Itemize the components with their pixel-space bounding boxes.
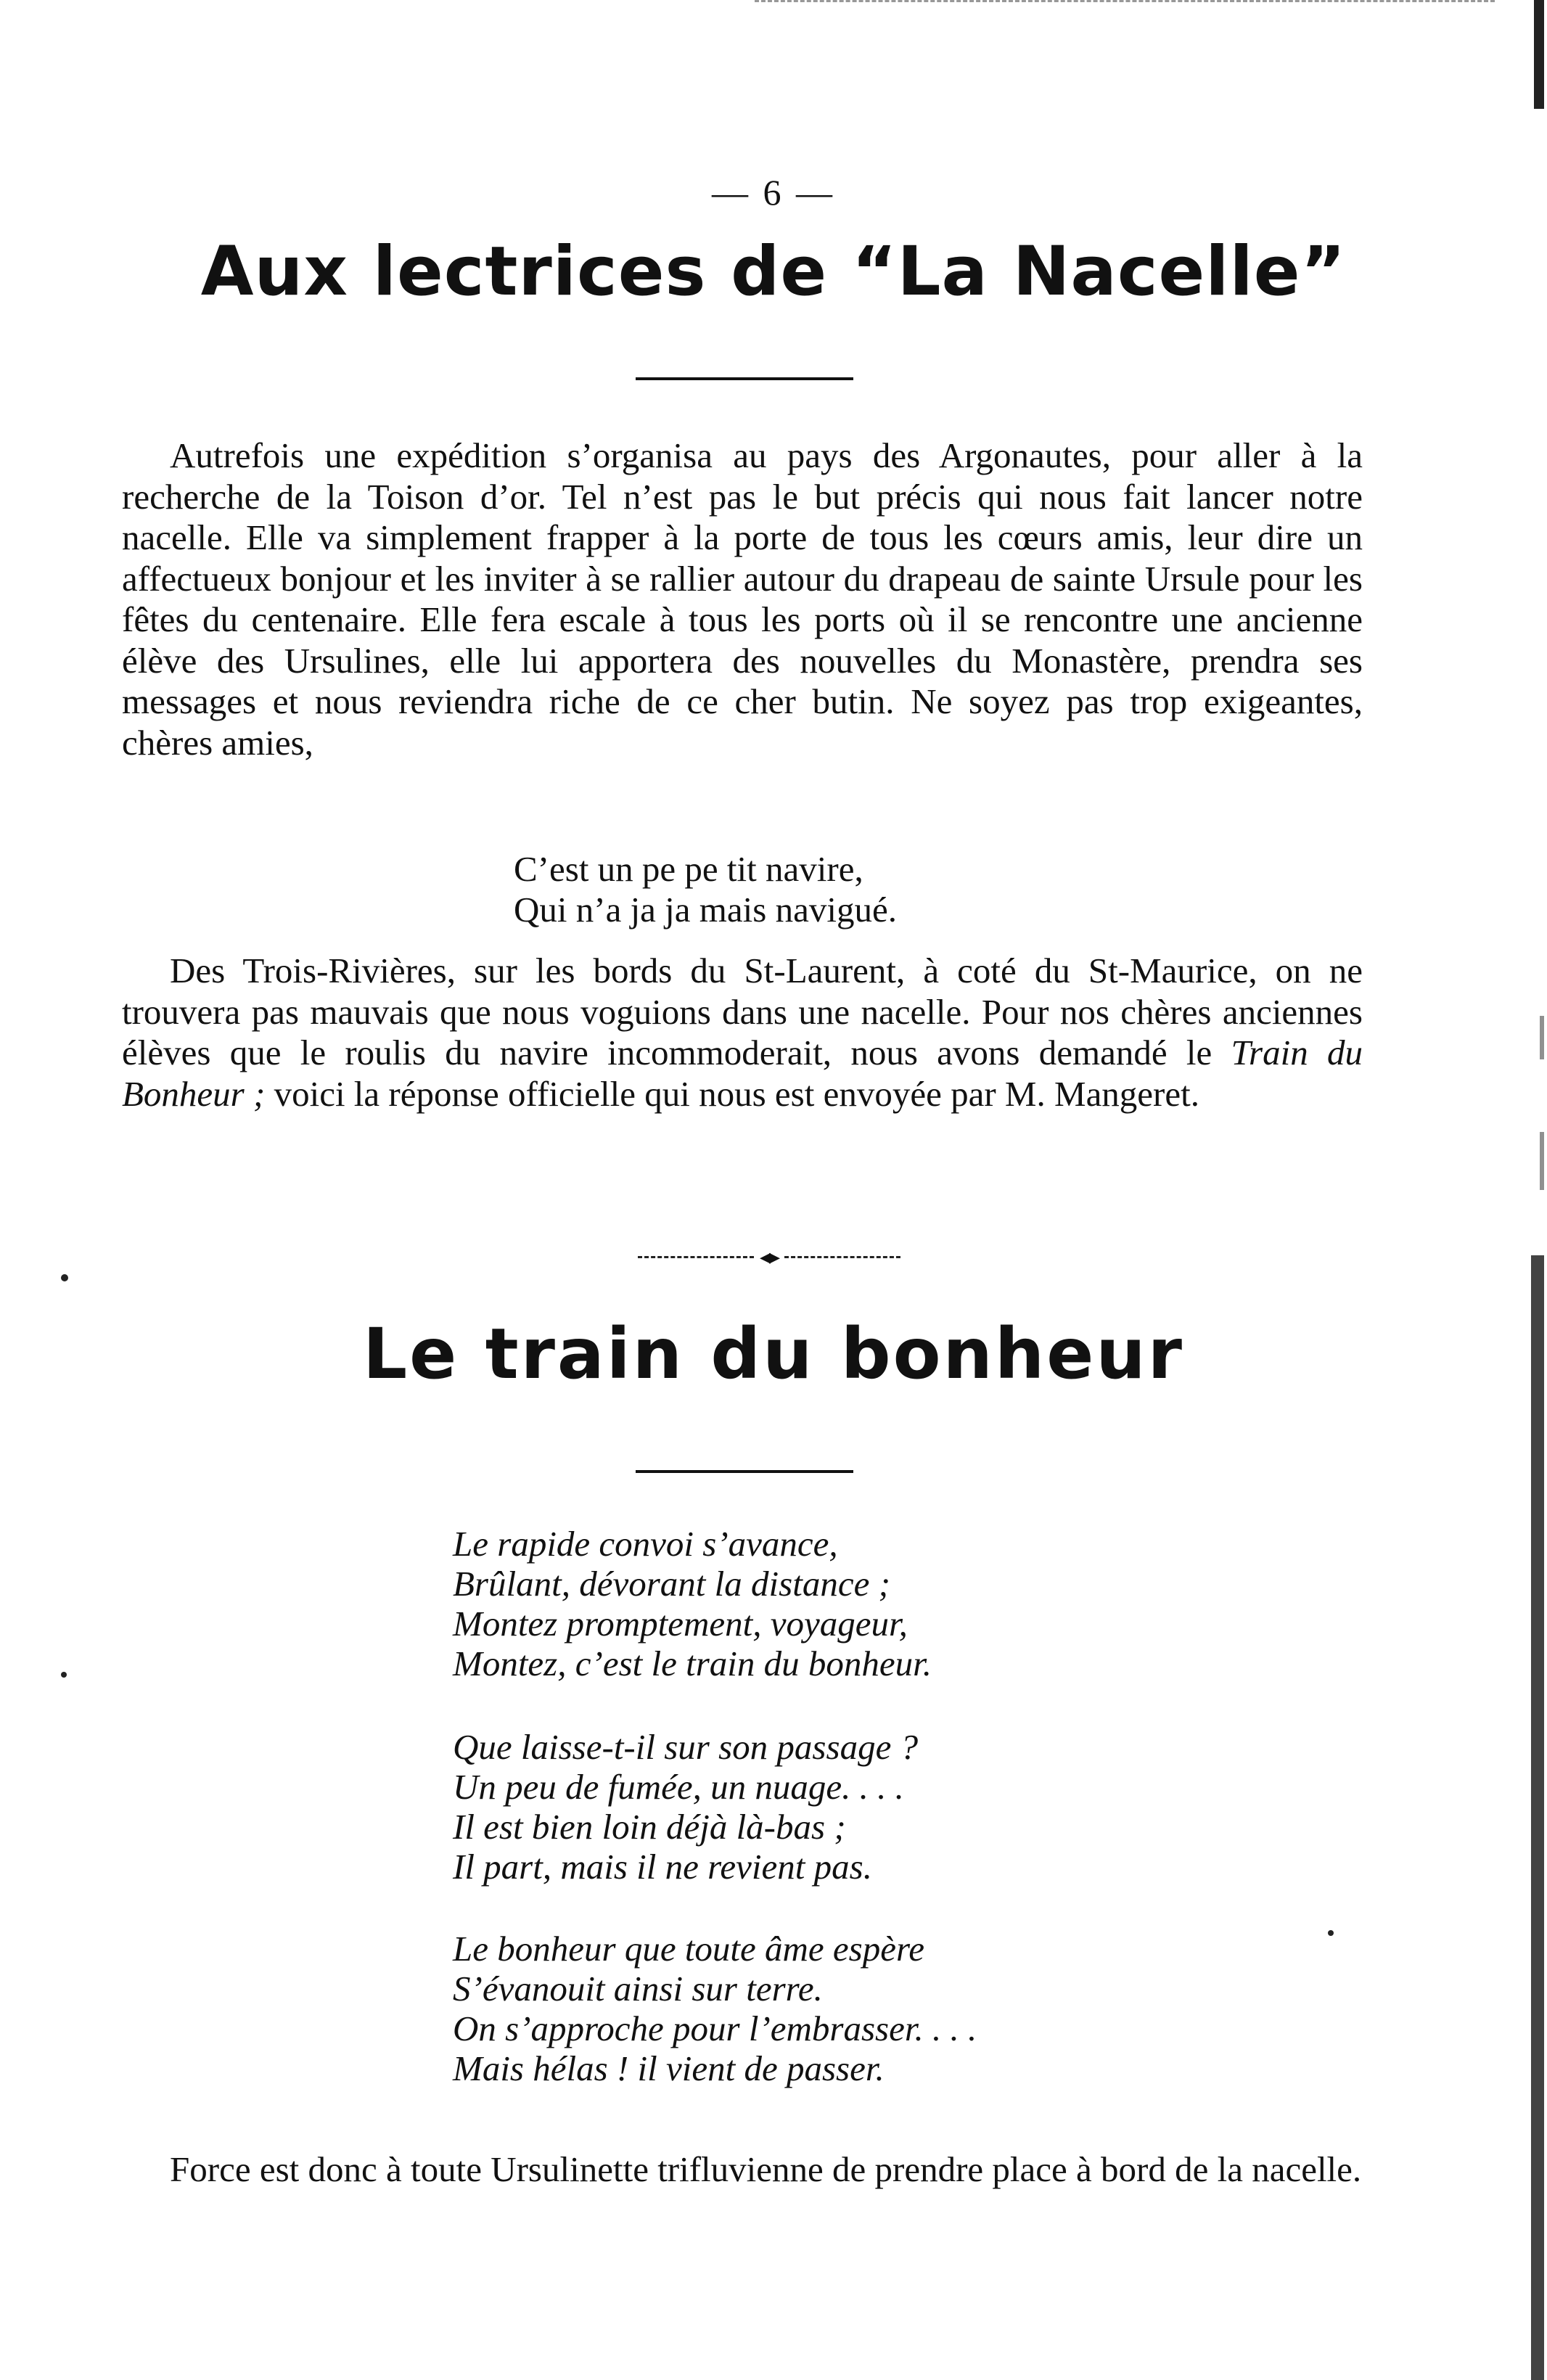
- paragraph-text: [122, 951, 1363, 1115]
- verse-line: Le rapide convoi s’avance,: [453, 1524, 838, 1564]
- poem-stanza: [453, 1524, 932, 1683]
- ornament-glyph: ◂▸: [759, 1244, 779, 1270]
- quote-line: C’est un pe pe tit navire,: [514, 849, 863, 889]
- ornament-line: [784, 1256, 900, 1258]
- song-quote: [514, 849, 897, 930]
- title-rule: [636, 377, 853, 380]
- verse-line: Un peu de fumée, un nuage. . . .: [453, 1767, 904, 1807]
- paragraph-text: Autrefois une expédition s’organisa au pays des Argonautes, pour aller à la recherche de la Toison d’or. Tel n’est pas le but précis qui nous fait lancer notre nacelle. Elle va simplement frapper à la porte de tous les cœurs amis, leur dire un affectueux bonjour et les inviter à se rallier autour du drapeau de sainte Ursule pour les fêtes du centenaire. Elle fera escale à tous les ports où il se rencontre une ancienne élève des Ursulines, elle lui apportera des nouvelles du Monastère, prendra ses messages et nous reviendra riche de ce cher butin. Ne soyez pas trop exigeantes, chères amies,: [122, 435, 1363, 763]
- second-paragraph: [122, 951, 1363, 1115]
- verse-line: Il est bien loin déjà là-bas ;: [453, 1807, 846, 1847]
- scan-speck: [61, 1274, 68, 1281]
- ornament-line: [638, 1256, 754, 1258]
- ornament-divider: [566, 1244, 972, 1270]
- poem-title: Le train du bonheur: [362, 1313, 1185, 1395]
- verse-line: Mais hélas ! il vient de passer.: [453, 2048, 885, 2088]
- verse-line: Brûlant, dévorant la distance ;: [453, 1564, 890, 1604]
- paragraph-text-part: Des Trois-Rivières, sur les bords du St-Laurent, à coté du St-Maurice, on ne trouvera pas mauvais que nous voguions dans une nacelle. Pour nos chères anciennes élèves que le roulis du navire incommoderait, nous avons demandé le: [122, 951, 1363, 1072]
- verse-line: Il part, mais il ne revient pas.: [453, 1847, 872, 1887]
- scan-edge-top: [755, 0, 1495, 7]
- verse-line: S’évanouit ainsi sur terre.: [453, 1969, 823, 2008]
- verse-line: Que laisse-t-il sur son passage ?: [453, 1727, 919, 1767]
- closing-paragraph: [122, 2149, 1363, 2191]
- train-title-emphasis: Train du Bonheur ;: [122, 1033, 1363, 1114]
- scan-speck: [61, 1672, 67, 1678]
- quote-line: Qui n’a ja ja mais navigué.: [514, 890, 897, 930]
- scan-speck: [1328, 1930, 1334, 1936]
- verse-line: Le bonheur que toute âme espère: [453, 1929, 924, 1969]
- scan-edge-right: [1528, 0, 1547, 2380]
- page-number: — 6 —: [712, 172, 835, 213]
- verse-line: Montez, c’est le train du bonheur.: [453, 1644, 932, 1683]
- poem-stanza: [453, 1929, 977, 2088]
- poem-stanza: [453, 1727, 918, 1887]
- verse-line: Montez promptement, voyageur,: [453, 1604, 908, 1644]
- verse-line: On s’approche pour l’embrasser. . . .: [453, 2008, 977, 2048]
- intro-paragraph: [122, 435, 1363, 763]
- title-rule: [636, 1470, 853, 1473]
- paragraph-text: Force est donc à toute Ursulinette trifluvienne de prendre place à bord de la nacelle.: [170, 2149, 1362, 2189]
- section-title: Aux lectrices de “La Nacelle”: [200, 232, 1347, 311]
- paragraph-text-part: voici la réponse officielle qui nous est envoyée par M. Mangeret.: [265, 1073, 1199, 1114]
